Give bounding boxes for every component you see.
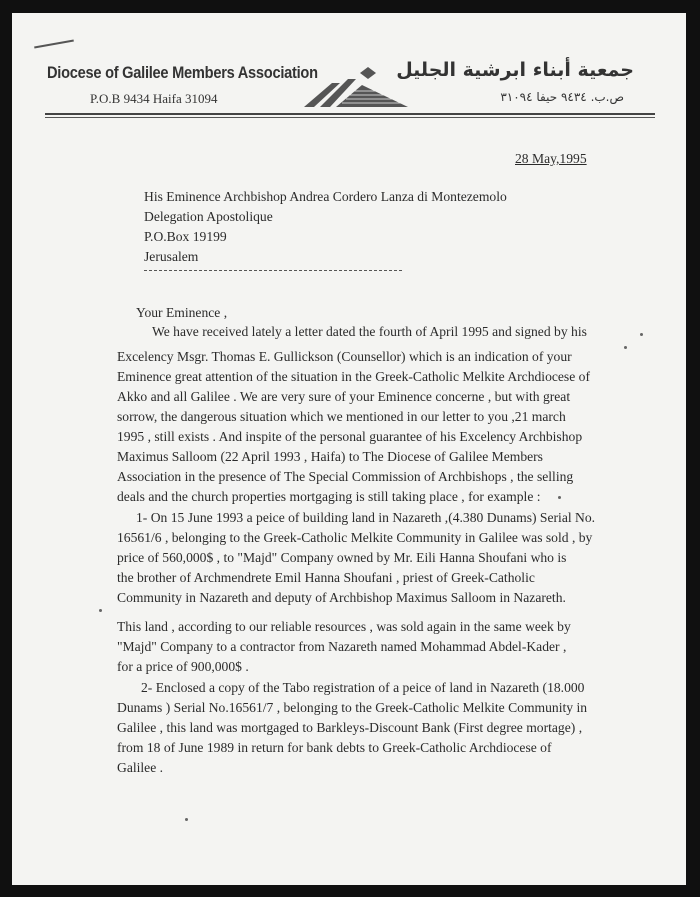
paragraph-line: Eminence great attention of the situation in the Greek-Catholic Melkite Archdiocese of	[117, 369, 590, 384]
paragraph-line: Association in the presence of The Special Commission of Archbishops , the selling	[117, 469, 574, 484]
letter-page	[12, 13, 686, 885]
paragraph-line: "Majd" Company to a contractor from Nazareth named Mohammad Abdel-Kader ,	[117, 639, 567, 654]
scan-speck	[640, 333, 643, 336]
pen-mark	[34, 40, 74, 49]
paragraph-line: Dunams ) Serial No.16561/7 , belonging to the Greek-Catholic Melkite Community in	[117, 700, 588, 715]
address-separator	[144, 270, 402, 271]
paragraph-line: the brother of Archmendrete Emil Hanna Shoufani , priest of Greek-Catholic	[117, 570, 535, 585]
letterhead-rule-thin	[45, 117, 655, 118]
recipient-line: P.O.Box 19199	[144, 229, 227, 244]
paragraph-line: This land , according to our reliable resources , was sold again in the same week by	[117, 619, 571, 634]
scan-speck	[99, 609, 102, 612]
letterhead-address: P.O.B 9434 Haifa 31094	[90, 91, 218, 106]
scan-speck	[624, 346, 627, 349]
letterhead-rule	[45, 113, 655, 115]
paragraph-line: 1- On 15 June 1993 a peice of building land in Nazareth ,(4.380 Dunams) Serial No.	[136, 510, 596, 525]
paragraph-line: Maximus Salloom (22 April 1993 , Haifa) to The Diocese of Galilee Members	[117, 449, 543, 464]
paragraph-line: price of 560,000$ , to "Majd" Company owned by Mr. Eili Hanna Shoufani who is	[117, 550, 567, 565]
paragraph-line: Galilee , this land was mortgaged to Barkleys-Discount Bank (First degree mortage) ,	[117, 720, 583, 735]
paragraph-line: Galilee .	[117, 760, 164, 775]
paragraph-line: 2- Enclosed a copy of the Tabo registration of a peice of land in Nazareth (18.000	[141, 680, 585, 695]
paragraph-line: 1995 , still exists . And inspite of the personal guarantee of his Excelency Archbishop	[117, 429, 583, 444]
paragraph-line: Community in Nazareth and deputy of Archbishop Maximus Salloom in Nazareth.	[117, 590, 566, 605]
paragraph-line: sorrow, the dangerous situation which we mentioned in our letter to you ,21 march	[117, 409, 566, 424]
recipient-line: Jerusalem	[144, 249, 199, 264]
scan-speck	[558, 496, 561, 499]
paragraph-line: Excelency Msgr. Thomas E. Gullickson (Counsellor) which is an indication of your	[117, 349, 572, 364]
paragraph-line: Akko and all Galilee . We are very sure of your Eminence concerne , but with great	[117, 389, 571, 404]
paragraph-line: We have received lately a letter dated the fourth of April 1995 and signed by his	[152, 324, 587, 339]
paragraph-line: for a price of 900,000$ .	[117, 659, 249, 674]
letter-date: 28 May,1995	[515, 151, 587, 166]
paragraph-line: 16561/6 , belonging to the Greek-Catholic Melkite Community in Galilee was sold , by	[117, 530, 593, 545]
salutation: Your Eminence ,	[136, 305, 228, 320]
recipient-line: Delegation Apostolique	[144, 209, 273, 224]
paragraph-line: deals and the church properties mortgaging is still taking place , for example :	[117, 489, 541, 504]
recipient-line: His Eminence Archbishop Andrea Cordero Lanza di Montezemolo	[144, 189, 507, 204]
letterhead-arabic-address: ص.ب. ٩٤٣٤ حيفا ٣١٠٩٤	[500, 90, 624, 104]
letterhead-org-name: Diocese of Galilee Members Association	[47, 63, 318, 82]
paragraph-line: from 18 of June 1989 in return for bank debts to Greek-Catholic Archdiocese of	[117, 740, 552, 755]
scan-speck	[185, 818, 188, 821]
letterhead-arabic-name: جمعية أبناء ابرشية الجليل	[396, 59, 634, 81]
